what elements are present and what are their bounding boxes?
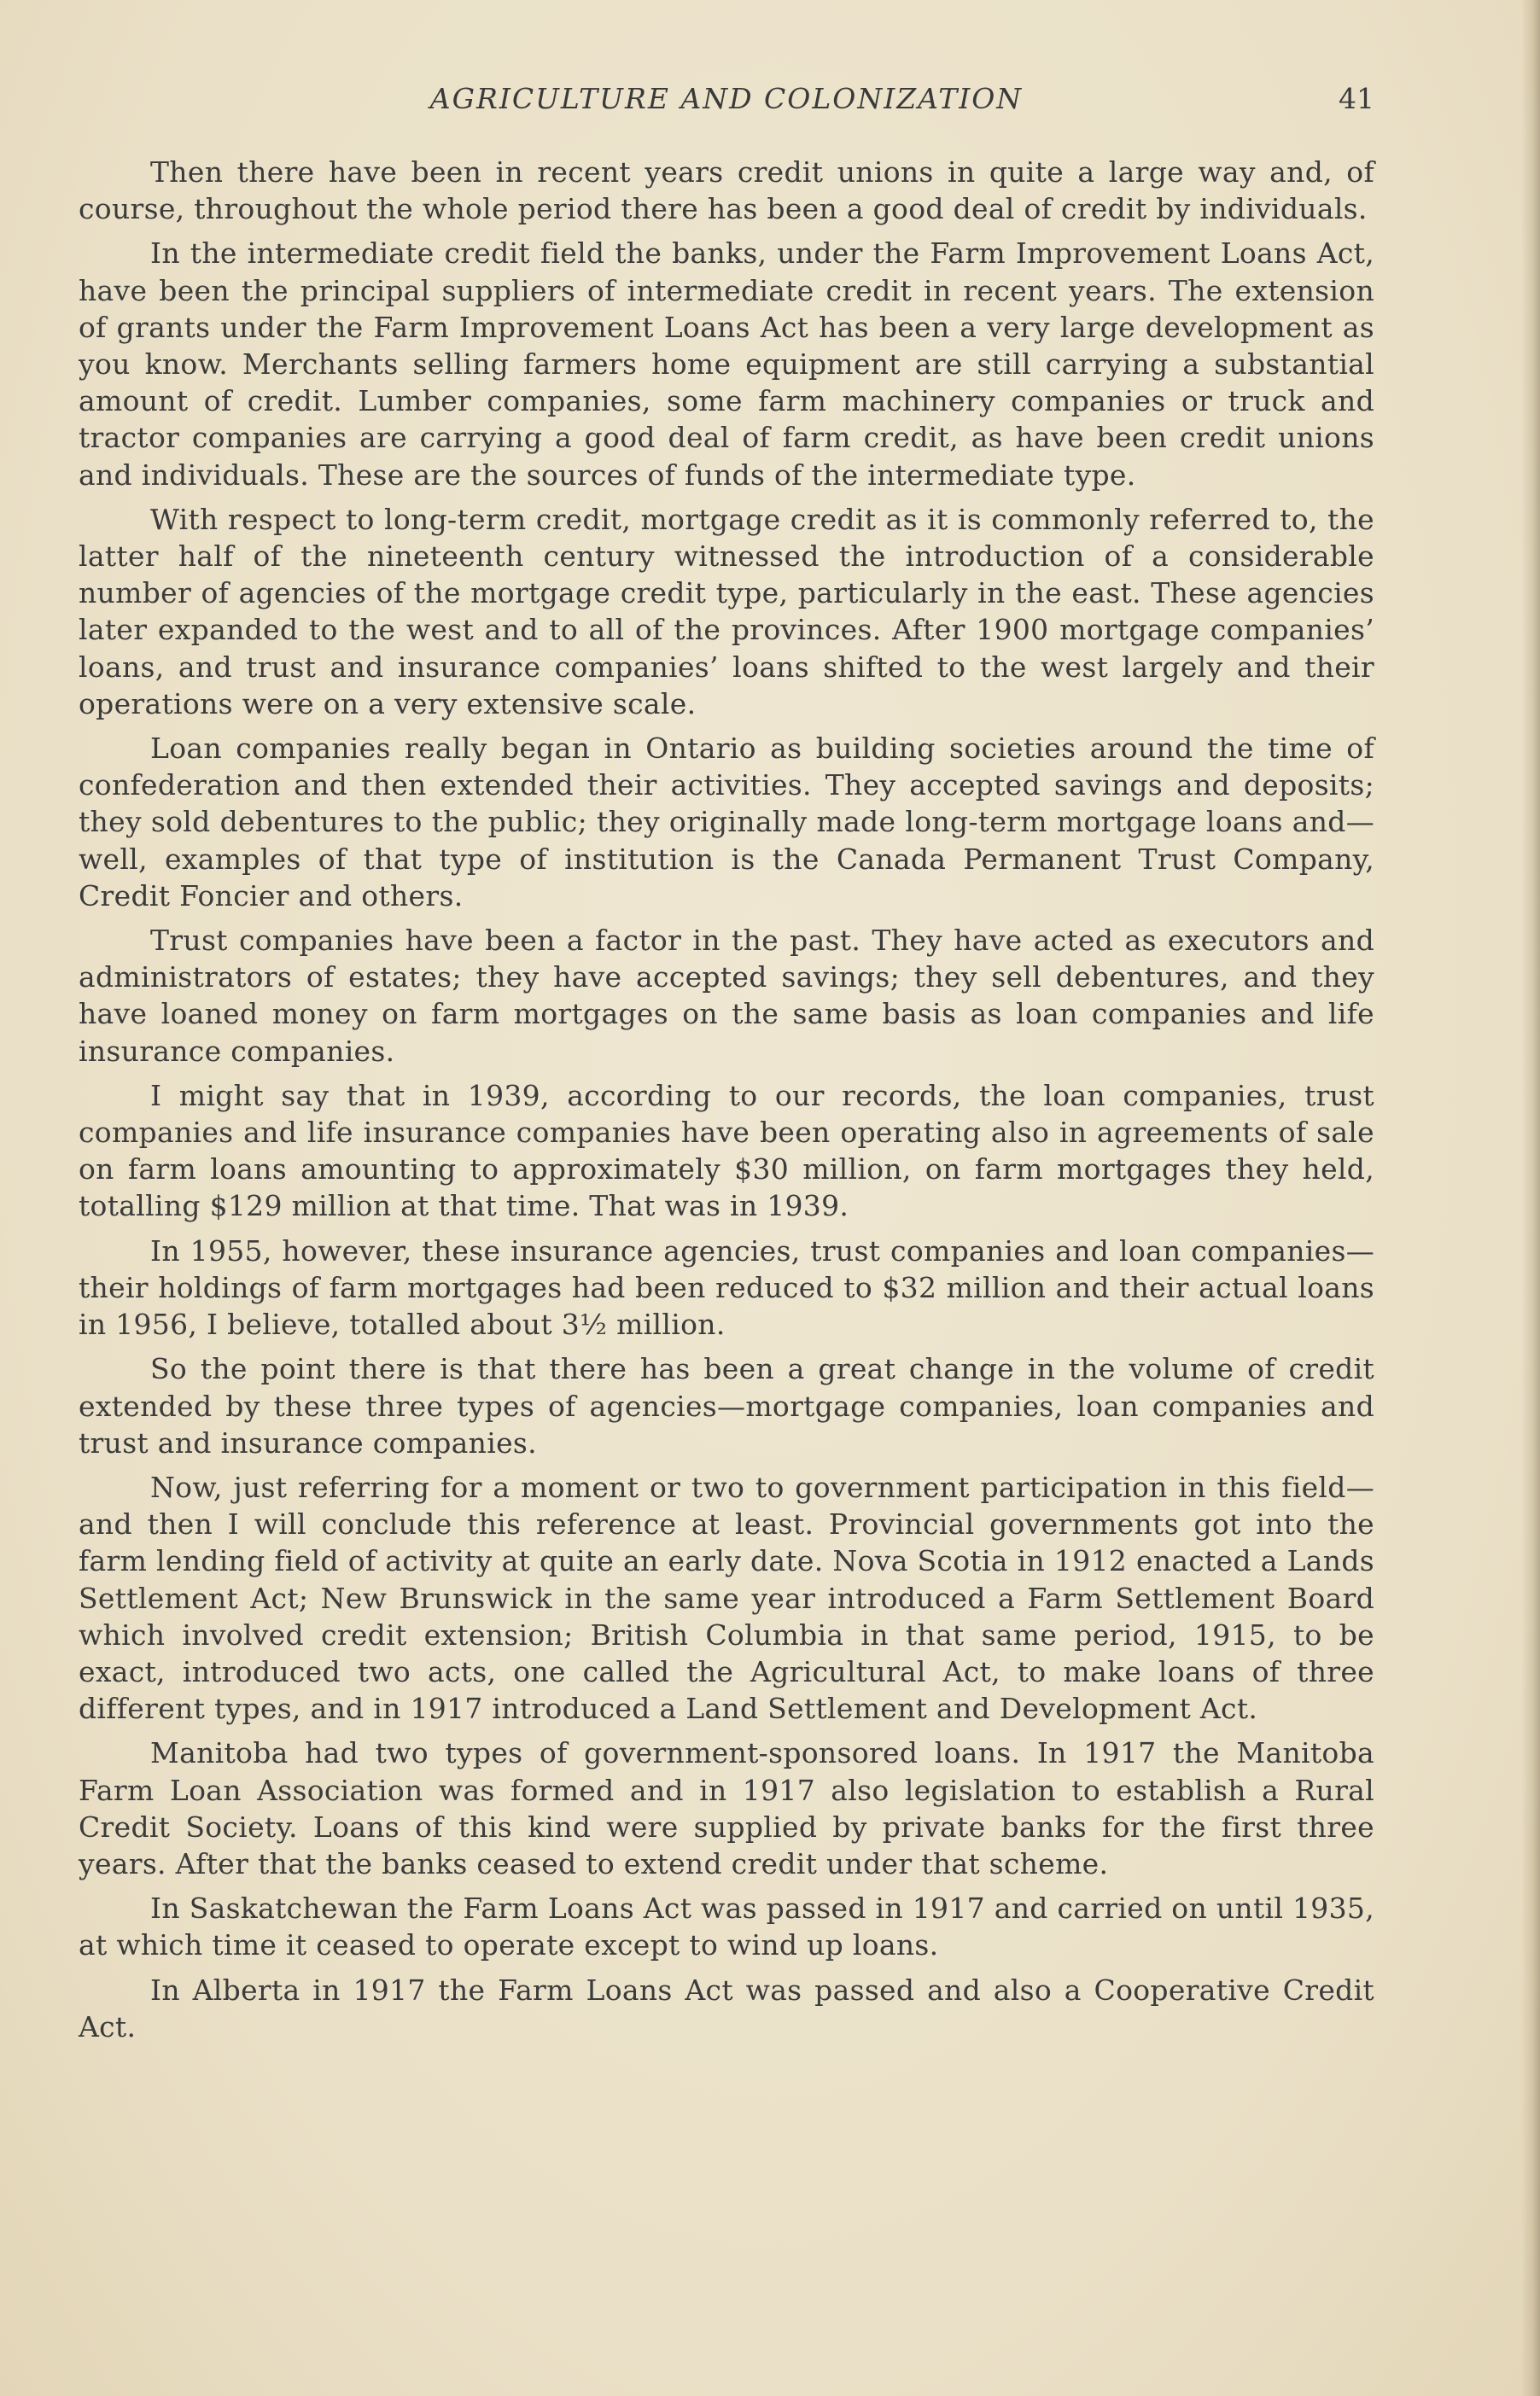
paragraph: I might say that in 1939, according to our records, the loan companies, trust companies and life insurance companies have been operating also in agreements of sale on farm loans amounting to approximately $30 million, on farm mortgages they held, totalling $129 million at that time. That was in 1939. [79, 1078, 1374, 1223]
paragraph: In Alberta in 1917 the Farm Loans Act was passed and also a Cooperative Credit Act. [79, 1973, 1374, 2043]
paragraph: In 1955, however, these insurance agencies, trust companies and loan companies—their holdings of farm mortgages had been reduced to $32 million and their actual loans in 1956, I believe, totalled about 3½ million. [79, 1233, 1374, 1342]
paragraph: With respect to long-term credit, mortgage credit as it is commonly referred to, the latter half of the nineteenth century witnessed the introduction of a considerable number of agencies of the mortgage credit type, particularly in the east. These agencies later expanded to the west and to all of the provinces. After 1900 mortgage companies’ loans, and trust and insurance companies’ loans shifted to the west largely and their operations were on a very extensive scale. [79, 502, 1374, 720]
paragraph: Then there have been in recent years credit unions in quite a large way and, of course, throughout the whole period there has been a good deal of credit by individuals. [79, 155, 1374, 226]
paragraph: Trust companies have been a factor in the past. They have acted as executors and administrators of estates; they have accepted savings; they sell debentures, and they have loaned money on farm mortgages on the same basis as loan companies and life insurance companies. [79, 924, 1374, 1068]
page-edge-shadow [1521, 0, 1540, 2396]
paragraph: Loan companies really began in Ontario as building societies around the time of confederation and then extended their activities. They accepted savings and deposits; they sold debentures to the public; they originally made long-term mortgage loans and—well, examples of that type of institution is the Canada Permanent Trust Company, Credit Foncier and others. [79, 732, 1374, 912]
paragraph: Now, just referring for a moment or two to government participation in this field—and then I will conclude this reference at least. Provincial governments got into the farm lending field of activity at quite an early date. Nova Scotia in 1912 enacted a Lands Settlement Act; New Brunswick in the same year introduced a Farm Settlement Board which involved credit extension; British Columbia in that same period, 1915, to be exact, introduced two acts, one called the Agricultural Act, to make loans of three different types, and in 1917 introduced a Land Settlement and Development Act. [79, 1470, 1374, 1726]
running-header [79, 77, 1374, 121]
running-title: AGRICULTURE AND COLONIZATION [429, 82, 1024, 115]
body-text [79, 154, 1374, 2053]
paragraph: In Saskatchewan the Farm Loans Act was passed in 1917 and carried on until 1935, at which time it ceased to operate except to wind up loans. [79, 1892, 1374, 1962]
paragraph: Manitoba had two types of government-sponsored loans. In 1917 the Manitoba Farm Loan Association was formed and in 1917 also legislation to establish a Rural Credit Society. Loans of this kind were supplied by private banks for the first three years. After that the banks ceased to extend credit under that scheme. [79, 1736, 1374, 1880]
page-number: 41 [1339, 82, 1374, 115]
paragraph: So the point there is that there has been a great change in the volume of credit extended by these three types of agencies—mortgage companies, loan companies and trust and insurance companies. [79, 1352, 1374, 1460]
paragraph: In the intermediate credit field the banks, under the Farm Improvement Loans Act, have been the principal suppliers of intermediate credit in recent years. The extension of grants under the Farm Improvement Loans Act has been a very large development as you know. Merchants selling farmers home equipment are still carrying a substantial amount of credit. Lumber companies, some farm machinery companies or truck and tractor companies are carrying a good deal of farm credit, as have been credit unions and individuals. These are the sources of funds of the intermediate type. [79, 236, 1374, 492]
